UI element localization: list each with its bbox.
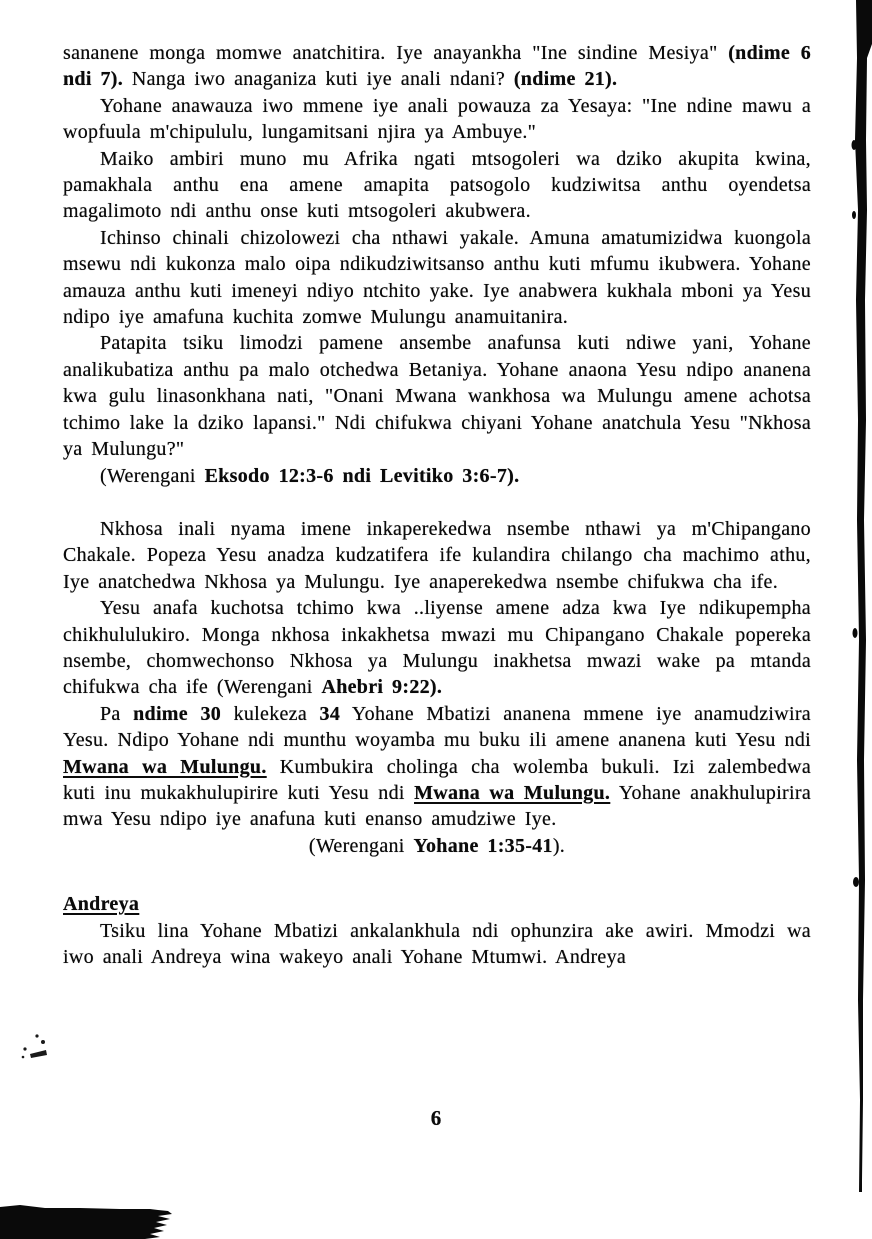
text-run: Maiko ambiri muno mu Afrika ngati mtsogoleri wa dziko akupita kwina, pamakhala anthu ena amene amapita patsogolo kudziwitsa anthu oyendetsa magalimoto ndi anthu onse kuti mtsogoleri akubwera.	[63, 147, 811, 223]
text-run: Kumbukira cholinga cha wolemba bukuli. Izi zalembedwa kuti inu mukakhulupirire kuti Yesu ndi	[63, 755, 811, 804]
text-run: Mwana wa Mulungu.	[63, 755, 267, 778]
scan-artifact-right-edge	[850, 0, 872, 1200]
text-run: sananene monga momwe anatchitira. Iye anayankha "Ine sindine Mesiya"	[63, 42, 729, 64]
paragraph-maiko-ambiri	[63, 146, 811, 225]
text-run: Nkhosa inali nyama imene inkaperekedwa nsembe nthawi ya m'Chipangano Chakale. Popeza Yesu anadza kudzatifera ife kulandira chilango cha machimo athu, Iye anatchedwa Nkhosa ya Mulungu. Iye anaperekedwa nsembe chifukwa cha ife.	[63, 517, 811, 593]
paragraph-tsiku-lina	[63, 918, 811, 971]
text-run: ndime 30	[133, 702, 222, 725]
reference-eksodo-levitiko	[63, 463, 811, 489]
paragraph-yesu-anafa	[63, 595, 811, 701]
text-run: (ndime 21).	[513, 68, 618, 91]
text-run: Mwana wa Mulungu.	[414, 781, 611, 804]
text-run: Andreya	[63, 893, 140, 916]
text-run: Ahebri 9:22).	[321, 676, 443, 699]
paragraph-ichinso	[63, 225, 811, 331]
text-run: 34	[319, 702, 341, 725]
text-run: Yohane Mbatizi ananena mmene iye anamudziwira Yesu. Ndipo Yohane ndi munthu woyamba mu buku ili amene ananena kuti Yesu ndi	[63, 702, 811, 752]
text-run: Pa	[100, 702, 134, 725]
text-run: Yohane anakhulupirira mwa Yesu ndipo iye anafuna kuti enanso amudziwe Iye.	[63, 781, 811, 831]
heading-andreya	[63, 891, 811, 917]
text-run: Yohane anawauza iwo mmene iye anali powauza za Yesaya: "Ine ndine mawu a wopfuula m'chipululu, lungamitsani njira ya Ambuye."	[63, 94, 811, 144]
text-run: Yohane 1:35-41	[413, 834, 553, 857]
paragraph-nkhosa	[63, 516, 811, 595]
scan-artifact-bottom-left	[0, 1202, 180, 1239]
page-number: 6	[430, 1106, 442, 1130]
text-run: ).	[552, 834, 566, 857]
text-run: Patapita tsiku limodzi pamene ansembe anafunsa kuti ndiwe yani, Yohane analikubatiza anthu pa malo otchedwa Betaniya. Yohane anaona Yesu ndipo ananena kwa gulu linasonkhana nati, "Onani Mwana wankhosa wa Mulungu amene achotsa tchimo lake la dziko lapansi." Ndi chifukwa chiyani Yohane anatchula Yesu "Nkhosa ya Mulungu?"	[63, 332, 811, 461]
text-run: Yesu anafa kuchotsa tchimo kwa ..liyense amene adza kwa Iye ndikupempha chikhululukiro. Monga nkhosa inkakhetsa mwazi mu Chipangano Chakale popereka nsembe, chomwechonso Nkhosa ya Mulungu inakhetsa mwazi wake pa mtanda chifukwa cha ife (Werengani	[63, 597, 811, 699]
text-run: Ichinso chinali chizolowezi cha nthawi yakale. Amuna amatumizidwa kuongola msewu ndi kukonza malo oipa ndikudziwitsanso anthu kuti mfumu ikubwera. Yohane amauza anthu kuti imeneyi ndiyo ntchito yake. Iye anabwera kukhala mboni ya Yesu ndipo iye amafuna kuchita zomwe Mulungu anamuitanira.	[63, 226, 811, 329]
text-run: Nanga iwo anaganiza kuti iye anali ndani?	[123, 68, 514, 91]
text-run: Tsiku lina Yohane Mbatizi ankalankhula ndi ophunzira ake awiri. Mmodzi wa iwo anali Andreya wina wakeyo anali Yohane Mtumwi. Andreya	[63, 919, 811, 968]
text-run: Eksodo 12:3-6 ndi Levitiko 3:6-7).	[204, 464, 520, 487]
paragraph-pa-ndime-30	[63, 701, 811, 833]
paragraph-yohane-anawauza	[63, 93, 811, 146]
document-body	[63, 40, 811, 970]
reference-yohane-135-41	[63, 833, 811, 859]
ink-smudge	[0, 1028, 60, 1068]
text-run: kulekeza	[221, 702, 320, 725]
text-run: (ndime 6 ndi 7).	[63, 42, 811, 91]
paragraph-patapita	[63, 330, 811, 462]
text-run: (Werengani	[308, 834, 414, 857]
text-run: (Werengani	[100, 464, 205, 487]
paragraph-continuation	[63, 40, 811, 93]
